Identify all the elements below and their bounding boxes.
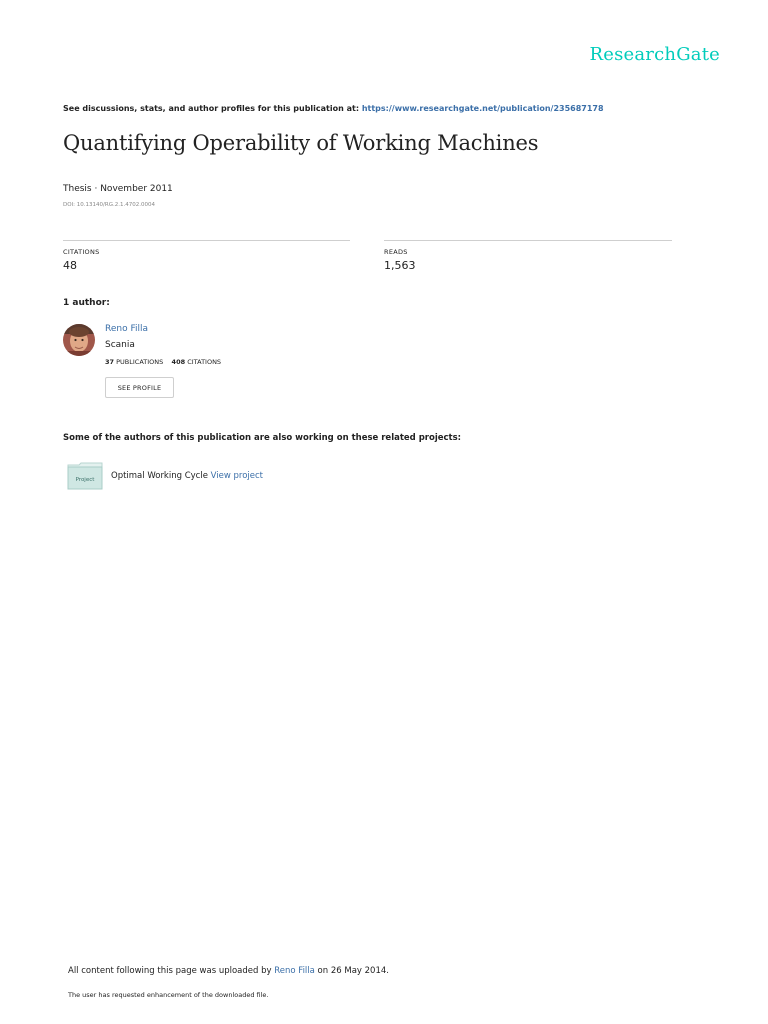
upload-suffix: on 26 May 2014. xyxy=(314,966,389,976)
reads-value: 1,563 xyxy=(384,259,416,272)
authors-heading: 1 author: xyxy=(63,298,110,308)
author-avatar[interactable] xyxy=(63,324,95,356)
project-name: Optimal Working Cycle xyxy=(111,471,208,481)
upload-prefix: All content following this page was uploaded by xyxy=(68,966,275,976)
publication-meta: Thesis · November 2011 xyxy=(63,184,173,194)
see-profile-button[interactable]: SEE PROFILE xyxy=(105,377,174,398)
project-folder-icon[interactable] xyxy=(67,462,103,490)
reads-divider xyxy=(384,240,672,241)
author-citations-label: CITATIONS xyxy=(187,358,222,366)
project-entry xyxy=(111,471,263,481)
doi: DOI: 10.13140/RG.2.1.4702.0004 xyxy=(63,202,155,208)
reads-label: READS xyxy=(384,248,408,256)
citations-divider xyxy=(63,240,350,241)
citations-value: 48 xyxy=(63,259,77,272)
publication-link[interactable]: https://www.researchgate.net/publication/235687178 xyxy=(361,104,604,113)
author-publications-label: PUBLICATIONS xyxy=(116,358,164,366)
author-citations-count: 408 xyxy=(171,358,186,366)
researchgate-logo[interactable]: ResearchGate xyxy=(589,44,720,65)
author-publications-count: 37 xyxy=(105,358,115,366)
author-stats xyxy=(105,358,221,366)
author-name-link[interactable]: Reno Filla xyxy=(105,324,148,334)
uploader-link[interactable]: Reno Filla xyxy=(274,966,315,976)
publication-title: Quantifying Operability of Working Machines xyxy=(63,131,539,155)
upload-note xyxy=(68,966,389,976)
citations-label: CITATIONS xyxy=(63,248,100,256)
author-institution: Scania xyxy=(105,340,135,350)
related-projects-heading: Some of the authors of this publication are also working on these related projects: xyxy=(63,433,462,443)
project-icon-label: Project xyxy=(75,477,95,483)
see-also-text: See discussions, stats, and author profiles for this publication at: xyxy=(63,104,362,113)
enhancement-note: The user has requested enhancement of the downloaded file. xyxy=(68,991,269,999)
see-also-line xyxy=(63,104,604,113)
view-project-link[interactable]: View project xyxy=(210,471,264,481)
